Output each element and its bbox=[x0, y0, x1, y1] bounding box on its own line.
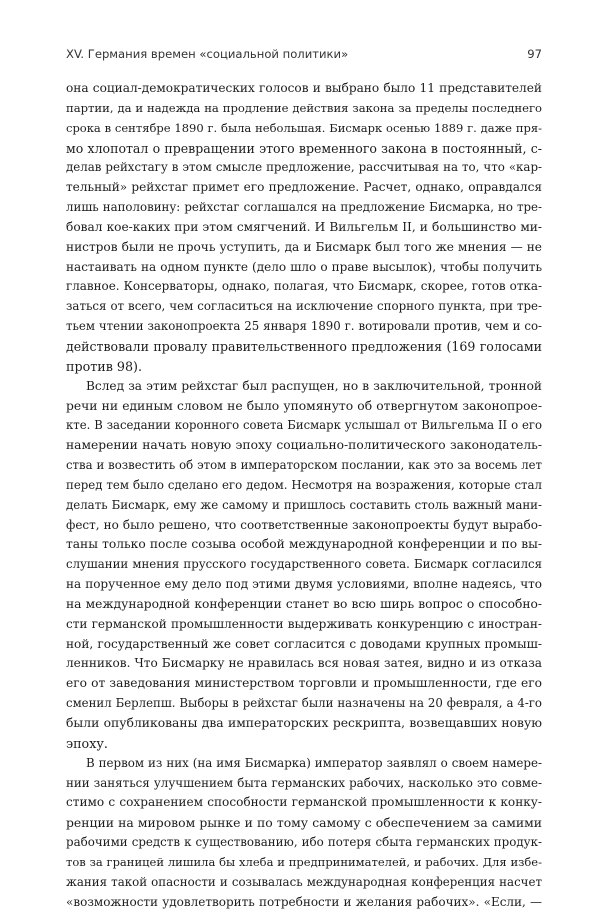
text-line: ленников. Что Бисмарку не нравилась вся новая затея, видно и из отказа bbox=[66, 656, 542, 671]
text-line: В первом из них (на имя Бисмарка) император заявлял о своем намере- bbox=[86, 755, 542, 770]
text-line: лишь наполовину: рейхстаг соглашался на предложение Бисмарка, но тре- bbox=[66, 200, 542, 215]
text-line: перед тем было сделано его дедом. Несмотря на возражения, которые стал bbox=[66, 477, 542, 492]
text-line: на порученное ему дело под этими двумя условиями, вполне надеясь, что bbox=[66, 577, 542, 592]
text-line: его от заведования министерством торговли и промышленности, где его bbox=[66, 676, 542, 691]
text-line: «возможности удовлетворить потребности и желания рабочих». «Если, — bbox=[66, 894, 542, 909]
text-line: против 98). bbox=[66, 358, 142, 374]
text-line: жания такой опасности и созывалась международная конференция насчет bbox=[66, 874, 542, 889]
text-line: таны только после созыва особой международной конференции и по вы- bbox=[66, 537, 542, 552]
text-line: стимо с сохранением способности германской промышленности к конку- bbox=[66, 795, 542, 810]
running-head bbox=[66, 47, 542, 67]
text-line: срока в сентябре 1890 г. была небольшая. Бисмарк осенью 1889 г. даже пря- bbox=[66, 120, 542, 135]
text-line: были опубликованы два императорских рескрипта, возвещавших новую bbox=[66, 716, 542, 730]
text-line: эпоху. bbox=[66, 735, 108, 751]
text-line: бовал кое-каких при этом смягчений. И Вильгельм II, и большинство ми- bbox=[66, 219, 542, 234]
text-line: делать Бисмарк, ему же самому и пришлось составить столь важный мани- bbox=[66, 497, 542, 512]
text-line: слушании мнения прусского государственного совета. Бисмарк согласился bbox=[66, 557, 542, 572]
paragraph bbox=[66, 754, 542, 912]
text-line: намерении начать новую эпоху социально-политического законодатель- bbox=[66, 438, 542, 453]
text-line: тельный» рейхстаг примет его предложение. Расчет, однако, оправдался bbox=[66, 180, 542, 195]
text-line: партии, да и надежда на продление действия закона за пределы последнего bbox=[66, 100, 542, 115]
text-line: действовали провалу правительственного предложения (169 голосами bbox=[66, 338, 542, 354]
text-line: нистров были не прочь уступить, да и Бисмарк был того же мнения — не bbox=[66, 239, 542, 254]
text-line: Вслед за этим рейхстаг был распущен, но в заключительной, тронной bbox=[86, 378, 542, 393]
text-line: речи ни единым словом не было упомянуто об отвергнутом законопрое- bbox=[66, 398, 542, 413]
chapter-title: XV. Германия времен «социальной политики» bbox=[66, 47, 349, 61]
text-line: сменил Берлепш. Выборы в рейхстаг были назначены на 20 февраля, а 4-го bbox=[66, 696, 542, 711]
text-line: мо хлопотал о превращении этого временного закона в постоянный, с- bbox=[66, 140, 542, 156]
text-line: ства и возвестить об этом в императорском послании, как это за восемь лет bbox=[66, 458, 542, 473]
body-text bbox=[66, 79, 542, 912]
text-line: делав рейхстагу в этом смысле предложение, рассчитывая на то, что «кар- bbox=[66, 160, 542, 175]
text-line: ренции на мировом рынке и по тому самому с обеспечением за самими bbox=[66, 815, 542, 831]
text-line: тов за границей лишила бы хлеба и предпринимателей, и рабочих. Для избе- bbox=[66, 854, 542, 869]
text-line: кте. В заседании коронного совета Бисмарк услышал от Вильгельма II о его bbox=[66, 418, 542, 433]
paragraph bbox=[66, 377, 542, 754]
text-line: она социал-демократических голосов и выбрано было 11 представителей bbox=[66, 81, 542, 95]
text-line: главное. Консерваторы, однако, полагая, что Бисмарк, скорее, готов отка- bbox=[66, 279, 542, 294]
page-number: 97 bbox=[527, 47, 542, 61]
text-line: заться от всего, чем согласиться на исключение спорного пункта, при тре- bbox=[66, 299, 542, 314]
text-line: на международной конференции станет во всю ширь вопрос о способно- bbox=[66, 596, 542, 611]
paragraph bbox=[66, 79, 542, 377]
text-line: сти германской промышленности выдерживать конкуренцию с иностран- bbox=[66, 616, 542, 631]
text-line: нии заняться улучшением быта германских рабочих, насколько это совме- bbox=[66, 775, 542, 790]
text-line: ной, государственный же совет согласится с доводами крупных промыш- bbox=[66, 636, 542, 651]
text-line: рабочими средств к существованию, ибо потеря сбыта германских продук- bbox=[66, 835, 542, 850]
text-line: настаивать на одном пункте (дело шло о праве высылок), чтобы получить bbox=[66, 259, 542, 274]
text-line: фест, но было решено, что соответственные законопроекты будут вырабо- bbox=[66, 517, 542, 532]
text-line: тьем чтении законопроекта 25 января 1890 г. вотировали против, чем и со- bbox=[66, 319, 542, 334]
